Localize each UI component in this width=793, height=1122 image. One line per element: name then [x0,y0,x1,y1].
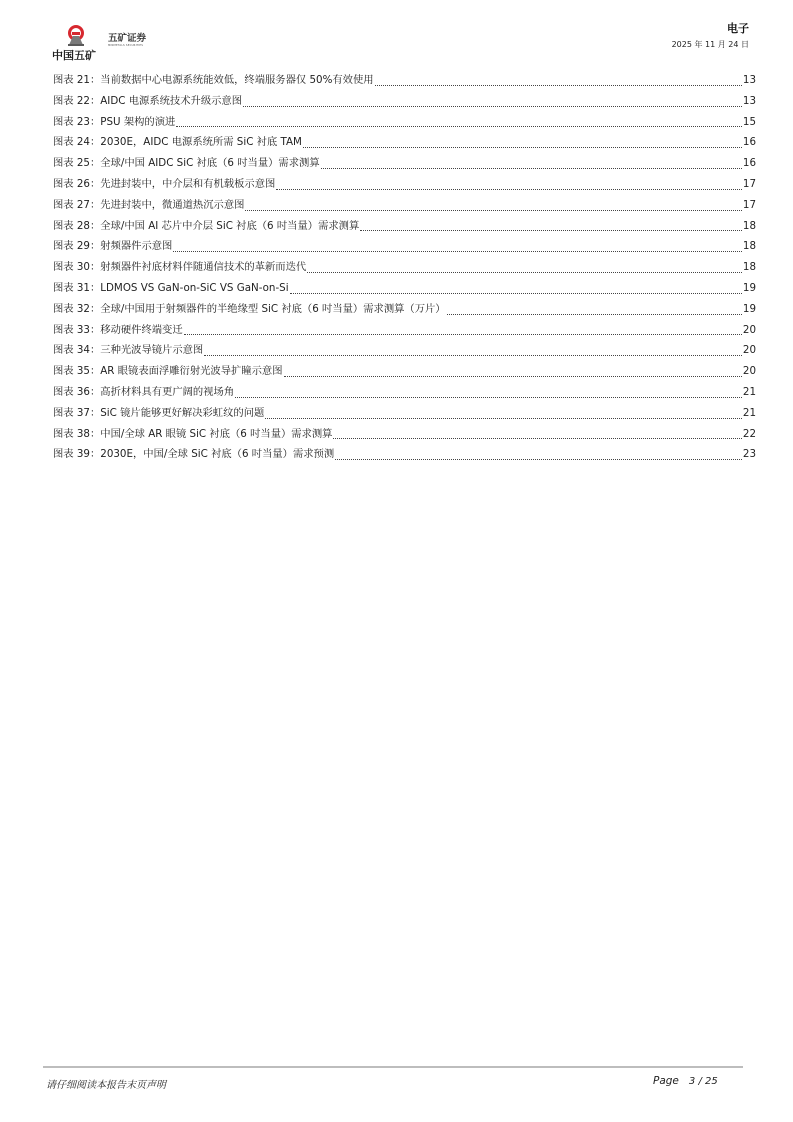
toc-leader-dots [307,272,742,273]
toc-item-label: 图表 21：当前数据中心电源系统能效低，终端服务器仅 50%有效使用 [53,74,374,86]
toc-item-label: 图表 33：移动硬件终端变迁 [53,323,183,336]
page-header [0,0,793,62]
toc-leader-dots [375,85,742,86]
toc-item[interactable] [53,113,756,134]
toc-item-page: 18 [742,240,756,253]
toc-item-page: 20 [742,365,756,378]
toc-item-page: 18 [742,261,756,274]
toc-leader-dots [204,355,742,356]
toc-item-label: 图表 25：全球/中国 AIDC SiC 衬底（6 吋当量）需求测算 [53,157,320,170]
toc-item-page: 20 [742,323,756,336]
figure-table-of-contents [53,71,756,466]
disclaimer-note: 请仔细阅读本报告末页声明 [46,1080,166,1091]
toc-item-label: 图表 38：中国/全球 AR 眼镜 SiC 衬底（6 吋当量）需求测算 [53,427,333,440]
toc-leader-dots [284,376,742,377]
toc-item-page: 15 [742,115,756,128]
toc-item-page: 18 [742,219,756,232]
toc-item-page: 22 [742,427,756,440]
toc-leader-dots [173,251,742,252]
toc-item[interactable] [53,321,756,342]
toc-item-page: 16 [742,136,756,149]
toc-leader-dots [303,147,742,148]
toc-leader-dots [243,106,742,107]
toc-item[interactable] [53,404,756,425]
brand-name-en: MINMETALS SECURITIES [108,44,144,47]
page-word: Page [653,1075,679,1087]
toc-item-page: 19 [742,281,756,294]
toc-item-label: 图表 24：2030E，AIDC 电源系统所需 SiC 衬底 TAM [53,136,302,149]
toc-item-label: 图表 35：AR 眼镜表面浮雕衍射光波导扩瞳示意图 [53,365,283,378]
toc-item-page: 13 [742,94,756,107]
toc-item-label: 图表 30：射频器件衬底材料伴随通信技术的革新而迭代 [53,261,307,274]
page-indicator [653,1075,718,1087]
toc-item[interactable] [53,341,756,362]
toc-leader-dots [235,397,742,398]
toc-leader-dots [265,418,742,419]
toc-leader-dots [447,314,742,315]
toc-leader-dots [245,210,741,211]
toc-item-label: 图表 26：先进封装中，中介层和有机载板示意图 [53,177,276,190]
toc-item-label: 图表 27：先进封装中，微通道热沉示意图 [53,198,245,211]
toc-item-page: 23 [742,448,756,461]
toc-item-label: 图表 31：LDMOS VS GaN-on-SiC VS GaN-on-Si [53,281,289,294]
toc-item-label: 图表 29：射频器件示意图 [53,240,173,253]
toc-item[interactable] [53,133,756,154]
toc-item[interactable] [53,196,756,217]
toc-leader-dots [184,334,742,335]
toc-item[interactable] [53,154,756,175]
toc-item-page: 17 [742,177,756,190]
toc-leader-dots [333,438,741,439]
logo-text: 中国五矿 [52,49,96,62]
toc-item-label: 图表 28：全球/中国 AI 芯片中介层 SiC 衬底（6 吋当量）需求测算 [53,219,360,232]
toc-leader-dots [321,168,742,169]
toc-item-label: 图表 23：PSU 架构的演进 [53,115,176,128]
toc-item-label: 图表 32：全球/中国用于射频器件的半绝缘型 SiC 衬底（6 吋当量）需求测算（万片） [53,302,446,315]
footer-divider [43,1066,743,1068]
toc-item-page: 16 [742,157,756,170]
toc-item[interactable] [53,258,756,279]
toc-item-label: 图表 34：三种光波导镜片示意图 [53,344,204,357]
toc-item[interactable] [53,300,756,321]
toc-item[interactable] [53,175,756,196]
toc-item-page: 17 [742,198,756,211]
minmetals-emblem-icon [65,24,87,46]
toc-leader-dots [335,459,742,460]
toc-item[interactable] [53,71,756,92]
toc-item-page: 19 [742,302,756,315]
toc-item-page: 20 [742,344,756,357]
toc-item-page: 21 [742,406,756,419]
toc-item-page: 21 [742,385,756,398]
toc-leader-dots [290,293,742,294]
sector-label: 电子 [727,22,749,35]
toc-item[interactable] [53,237,756,258]
toc-item[interactable] [53,92,756,113]
toc-item[interactable] [53,425,756,446]
toc-item-page: 13 [742,74,756,86]
toc-item-label: 图表 36：高折材料具有更广阔的视场角 [53,385,235,398]
china-minmetals-logo [52,22,102,62]
brand-logo [108,33,146,48]
brand-name-cn: 五矿证券 [108,33,147,44]
toc-item[interactable] [53,445,756,466]
toc-leader-dots [360,230,742,231]
toc-item-label: 图表 37：SiC 镜片能够更好解决彩虹纹的问题 [53,406,265,419]
toc-leader-dots [176,126,742,127]
report-date: 2025 年 11 月 24 日 [671,40,749,49]
toc-item[interactable] [53,217,756,238]
toc-leader-dots [276,189,742,190]
toc-item[interactable] [53,383,756,404]
toc-item-label: 图表 22：AIDC 电源系统技术升级示意图 [53,94,243,107]
toc-item-label: 图表 39：2030E，中国/全球 SiC 衬底（6 吋当量）需求预测 [53,448,335,461]
toc-item[interactable] [53,362,756,383]
toc-item[interactable] [53,279,756,300]
page-number: 3 / 25 [688,1076,718,1087]
